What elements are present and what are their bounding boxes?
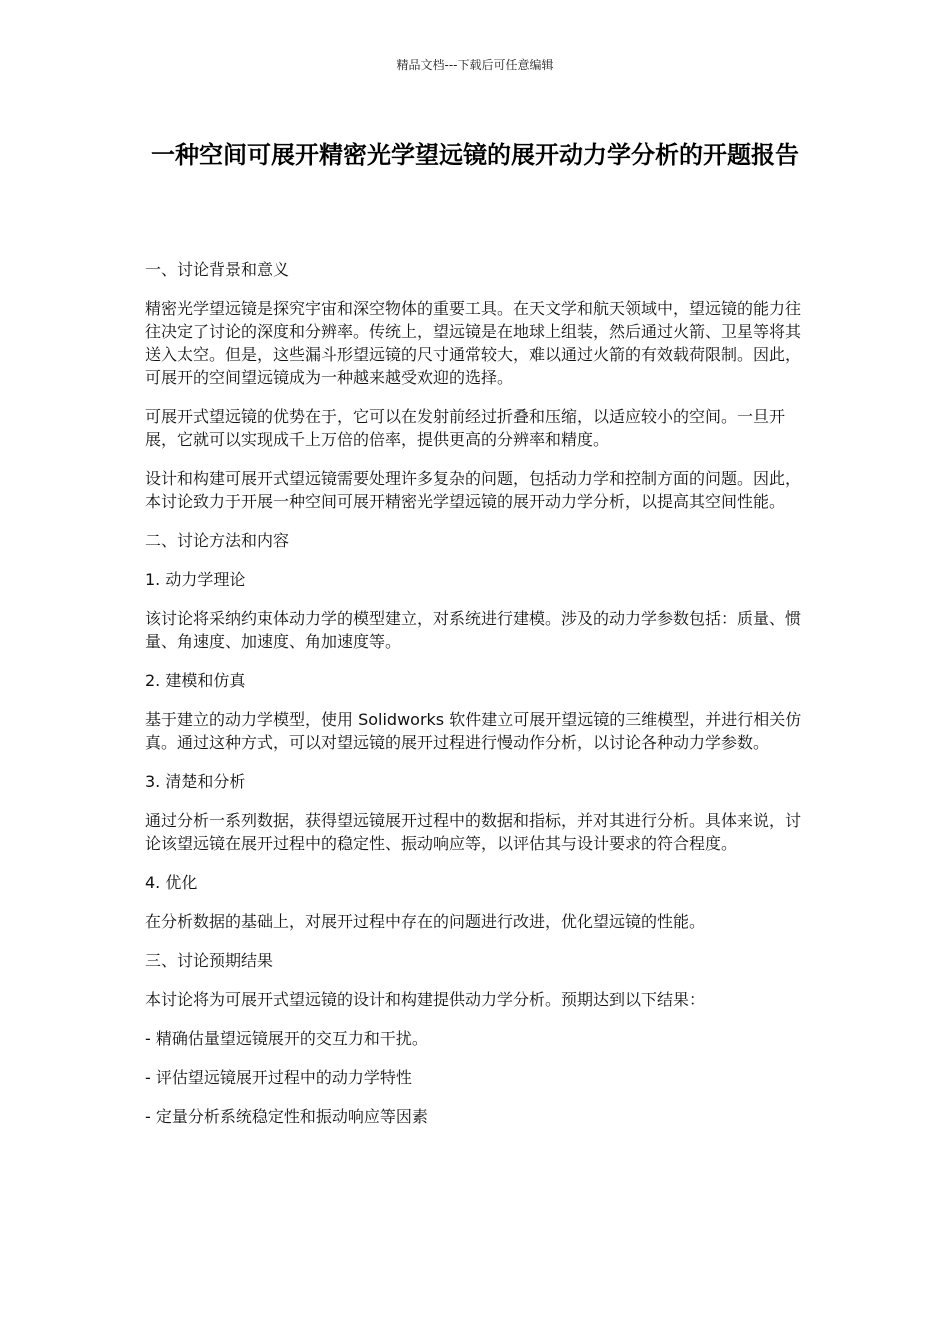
section-heading-methods: 二、讨论方法和内容 xyxy=(145,531,290,550)
paragraph: 可展开式望远镜的优势在于，它可以在发射前经过折叠和压缩，以适应较小的空间。一旦开展，它就可以实现成千上万倍的倍率，提供更高的分辨率和精度。 xyxy=(145,407,786,449)
paragraph: 基于建立的动力学模型，使用 Solidworks 软件建立可展开望远镜的三维模型，并进行相关仿真。通过这种方式，可以对望远镜的展开过程进行慢动作分析，以讨论各种动力学参数。 xyxy=(145,710,802,752)
paragraph: 本讨论将为可展开式望远镜的设计和构建提供动力学分析。预期达到以下结果： xyxy=(145,990,706,1009)
document-title: 一种空间可展开精密光学望远镜的展开动力学分析的开题报告 xyxy=(151,141,799,169)
page-header: 精品文档---下载后可任意编辑 xyxy=(396,58,554,72)
section-heading-background: 一、讨论背景和意义 xyxy=(145,260,290,279)
subsection-heading-dynamics: 1. 动力学理论 xyxy=(145,570,246,589)
document-body xyxy=(145,258,805,1144)
paragraph: 设计和构建可展开式望远镜需要处理许多复杂的问题，包括动力学和控制方面的问题。因此，本讨论致力于开展一种空间可展开精密光学望远镜的展开动力学分析，以提高其空间性能。 xyxy=(145,469,802,511)
paragraph: 通过分析一系列数据，获得望远镜展开过程中的数据和指标，并对其进行分析。具体来说，讨论该望远镜在展开过程中的稳定性、振动响应等，以评估其与设计要求的符合程度。 xyxy=(145,811,802,853)
subsection-heading-modeling: 2. 建模和仿真 xyxy=(145,671,246,690)
list-item: - 定量分析系统稳定性和振动响应等因素 xyxy=(145,1107,428,1126)
paragraph: 在分析数据的基础上，对展开过程中存在的问题进行改进，优化望远镜的性能。 xyxy=(145,912,706,931)
paragraph: 精密光学望远镜是探究宇宙和深空物体的重要工具。在天文学和航天领域中，望远镜的能力往往决定了讨论的深度和分辨率。传统上，望远镜是在地球上组装，然后通过火箭、卫星等将其送入太空。但是，这些漏斗形望远镜的尺寸通常较大，难以通过火箭的有效载荷限制。因此，可展开的空间望远镜成为一种越来越受欢迎的选择。 xyxy=(145,299,802,387)
subsection-heading-analysis: 3. 清楚和分析 xyxy=(145,772,246,791)
list-item: - 评估望远镜展开过程中的动力学特性 xyxy=(145,1068,412,1087)
paragraph: 该讨论将采纳约束体动力学的模型建立，对系统进行建模。涉及的动力学参数包括：质量、惯量、角速度、加速度、角加速度等。 xyxy=(145,609,802,651)
list-item: - 精确估量望远镜展开的交互力和干扰。 xyxy=(145,1029,428,1048)
section-heading-results: 三、讨论预期结果 xyxy=(145,951,274,970)
subsection-heading-optimization: 4. 优化 xyxy=(145,873,198,892)
